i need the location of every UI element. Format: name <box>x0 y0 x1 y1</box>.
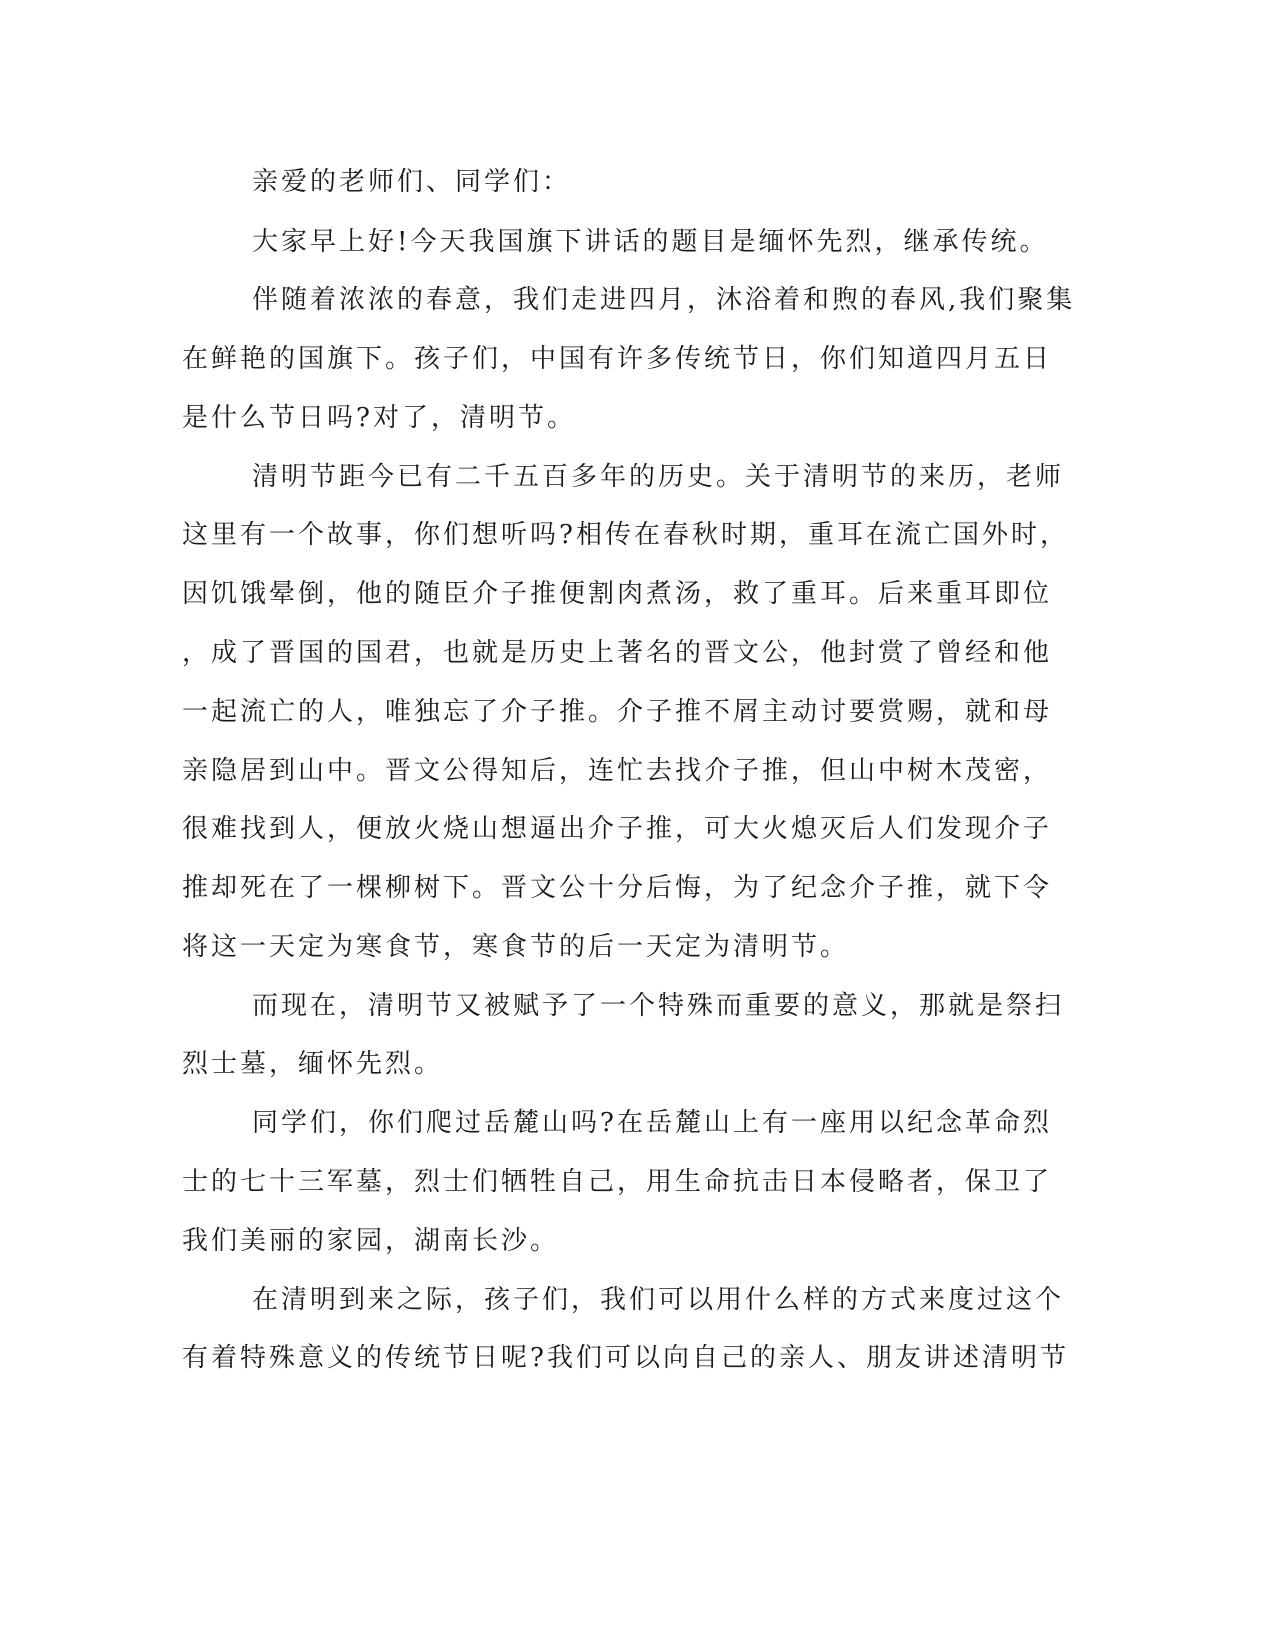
paragraph-line: 亲隐居到山中。晋文公得知后，连忙去找介子推，但山中树木茂密， <box>182 756 1053 786</box>
paragraph-line: 士的七十三军墓，烈士们牺牲自己，用生命抗击日本侵略者，保卫了 <box>182 1167 1053 1197</box>
paragraph-line: 而现在，清明节又被赋予了一个特殊而重要的意义，那就是祭扫 <box>252 991 1065 1021</box>
paragraph-line: 伴随着浓浓的春意，我们走进四月，沐浴着和煦的春风,我们聚集 <box>252 285 1076 315</box>
paragraph-line: 一起流亡的人，唯独忘了介子推。介子推不屑主动讨要赏赐，就和母 <box>182 697 1053 727</box>
paragraph-line: 将这一天定为寒食节，寒食节的后一天定为清明节。 <box>182 932 850 962</box>
paragraph-line: 因饥饿晕倒，他的随臣介子推便割肉煮汤，救了重耳。后来重耳即位 <box>182 579 1053 609</box>
greeting-line: 大家早上好!今天我国旗下讲话的题目是缅怀先烈，继承传统。 <box>252 227 1049 257</box>
paragraph-line: 同学们，你们爬过岳麓山吗?在岳麓山上有一座用以纪念革命烈 <box>252 1108 1052 1138</box>
paragraph-line: 推却死在了一棵柳树下。晋文公十分后悔，为了纪念介子推，就下令 <box>182 873 1053 903</box>
paragraph-line: 我们美丽的家园，湖南长沙。 <box>182 1226 560 1256</box>
paragraph-line: 有着特殊意义的传统节日呢?我们可以向自己的亲人、朋友讲述清明节 <box>182 1343 1069 1373</box>
paragraph-line: 这里有一个故事，你们想听吗?相传在春秋时期，重耳在流亡国外时， <box>182 520 1069 550</box>
paragraph-line: ，成了晋国的国君，也就是历史上著名的晋文公，他封赏了曾经和他 <box>182 638 1053 668</box>
paragraph-line: 在清明到来之际，孩子们，我们可以用什么样的方式来度过这个 <box>252 1285 1065 1315</box>
paragraph-line: 是什么节日吗?对了，清明节。 <box>182 403 576 433</box>
paragraph-line: 在鲜艳的国旗下。孩子们，中国有许多传统节日，你们知道四月五日 <box>182 344 1053 374</box>
paragraph-line: 很难找到人，便放火烧山想逼出介子推，可大火熄灭后人们发现介子 <box>182 814 1053 844</box>
salutation-line: 亲爱的老师们、同学们： <box>252 167 572 197</box>
paragraph-line: 清明节距今已有二千五百多年的历史。关于清明节的来历，老师 <box>252 462 1065 492</box>
paragraph-line: 烈士墓，缅怀先烈。 <box>182 1049 444 1079</box>
